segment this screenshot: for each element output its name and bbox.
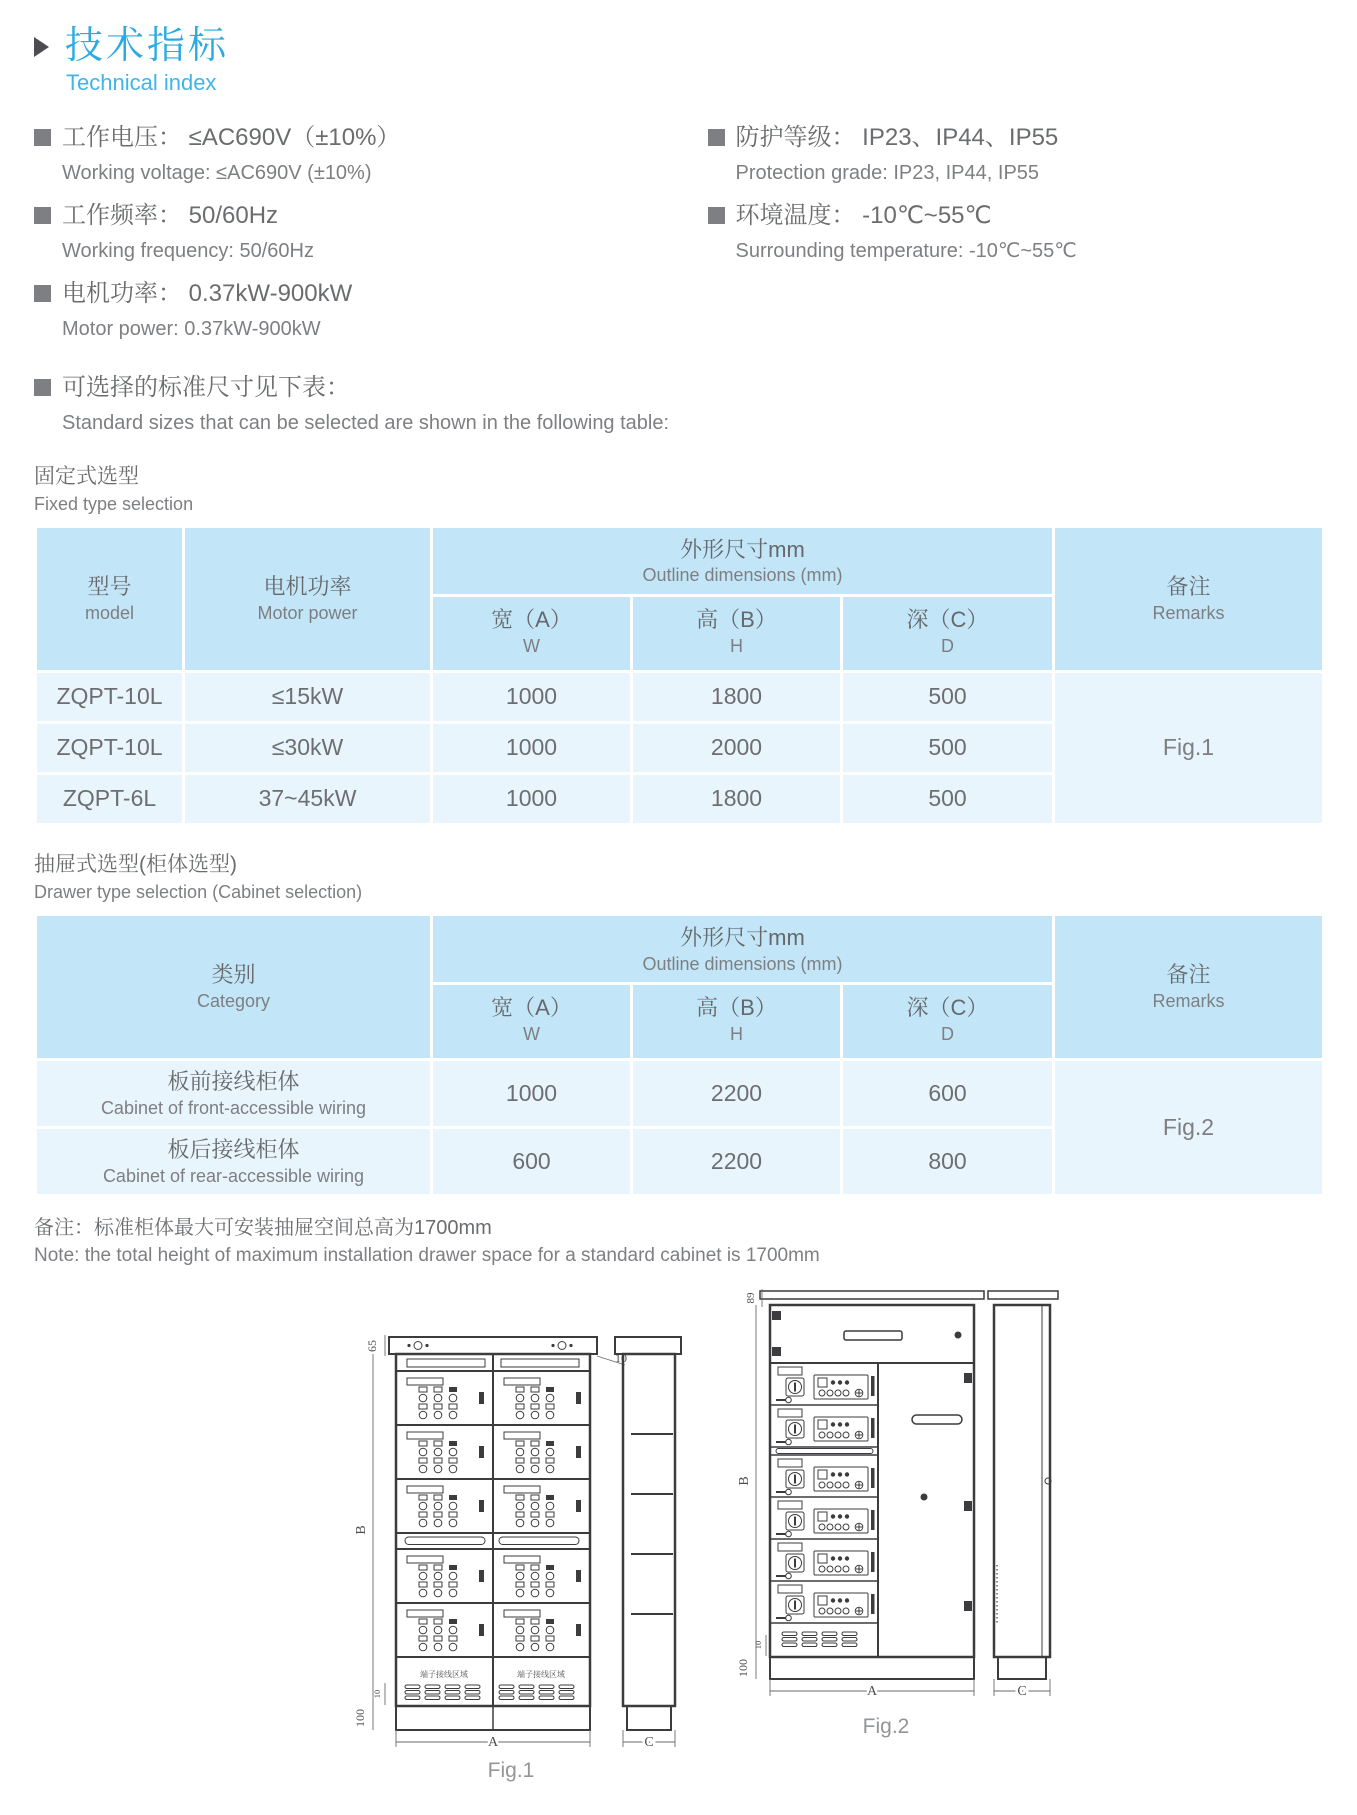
cell-width: 600 — [432, 1128, 632, 1196]
spec-column-left — [34, 120, 680, 354]
terminal-area-label: 端子接线区域 — [517, 1670, 565, 1680]
drawer-unit — [407, 1610, 484, 1651]
col-header-depth — [842, 595, 1054, 671]
cell-category — [36, 1128, 432, 1196]
dimension-label-A: A — [866, 1684, 878, 1700]
header-text-zh: 型号 — [87, 574, 132, 600]
cell-power: ≤15kW — [184, 671, 432, 722]
cell-height: 1800 — [632, 671, 842, 722]
category-zh: 板后接线柜体 — [167, 1137, 300, 1163]
footnote-zh: 备注：标准柜体最大可安装抽屉空间总高为1700mm — [34, 1217, 492, 1240]
spec-text-en: Working voltage: ≤AC690V (±10%) — [62, 161, 372, 184]
header-text-zh: 备注 — [1166, 962, 1211, 988]
fig2-front-view — [760, 1291, 984, 1679]
cell-depth: 800 — [842, 1128, 1054, 1196]
header-text-zh: 深（C） — [906, 995, 989, 1021]
cell-model: ZQPT-6L — [36, 773, 184, 824]
fig1-front-view — [389, 1337, 597, 1730]
col-header-width — [432, 595, 632, 671]
cell-depth: 600 — [842, 1060, 1054, 1128]
header-text-zh: 高（B） — [696, 995, 777, 1021]
drawer-unit — [776, 1367, 875, 1403]
col-header-motor-power — [184, 526, 432, 671]
fixed-type-table — [34, 525, 1325, 826]
spec-text-en: Motor power: 0.37kW-900kW — [62, 317, 321, 340]
fig1-drawing — [339, 1309, 689, 1792]
spec-item-working-voltage — [34, 120, 680, 188]
dimension-label-C: C — [644, 1735, 654, 1751]
fig2-svg — [726, 1275, 1066, 1753]
dimension-label-A: A — [487, 1735, 499, 1751]
drawer-unit — [776, 1501, 875, 1537]
dimension-label-10-top: 10 — [615, 1351, 627, 1366]
header-text-zh: 宽（A） — [491, 995, 572, 1021]
spec-column-right — [680, 120, 1326, 354]
dimension-label-100: 100 — [736, 1659, 750, 1678]
drawer-unit — [504, 1556, 581, 1597]
bullet-square-icon — [34, 379, 51, 396]
header-text-en: Outline dimensions (mm) — [642, 565, 843, 586]
header-text-en: Remarks — [1152, 991, 1225, 1012]
col-header-width — [432, 984, 632, 1060]
header-text-en: Category — [196, 991, 271, 1012]
cell-power: 37~45kW — [184, 773, 432, 824]
header-text-en: model — [84, 603, 135, 624]
section-title-en: Drawer type selection (Cabinet selection) — [34, 881, 363, 902]
spec-text-en: Protection grade: IP23, IP44, IP55 — [735, 161, 1040, 184]
header-text-en: W — [523, 635, 540, 656]
footnote — [34, 1211, 1325, 1267]
category-zh: 板前接线柜体 — [167, 1069, 300, 1095]
bullet-square-icon — [708, 129, 725, 146]
section-title-en: Fixed type selection — [34, 493, 194, 514]
header-text-zh: 外形尺寸mm — [680, 924, 805, 950]
bullet-square-icon — [708, 207, 725, 224]
footnote-en: Note: the total height of maximum installation drawer space for a standard cabinet is 1700mm — [34, 1245, 820, 1267]
header-text-en: Motor power — [257, 603, 358, 624]
cell-depth: 500 — [842, 722, 1054, 773]
spec-item-working-frequency — [34, 198, 680, 266]
cell-width: 1000 — [432, 773, 632, 824]
dimension-label-10-bottom: 10 — [372, 1690, 382, 1699]
cell-model: ZQPT-10L — [36, 671, 184, 722]
cell-height: 2200 — [632, 1060, 842, 1128]
category-en: Cabinet of rear-accessible wiring — [102, 1165, 365, 1186]
cell-height: 2200 — [632, 1128, 842, 1196]
dimension-label-B: B — [354, 1525, 369, 1535]
drawer-unit — [504, 1486, 581, 1527]
col-header-category — [36, 914, 432, 1059]
col-header-outline-dimensions — [432, 914, 1054, 983]
section-marker-icon — [34, 37, 49, 57]
spec-list — [34, 120, 1325, 354]
dimension-label-89: 89 — [745, 1292, 757, 1304]
drawer-unit — [776, 1543, 875, 1579]
spec-text-zh: 可选择的标准尺寸见下表： — [62, 373, 350, 401]
drawer-type-table — [34, 913, 1325, 1197]
drawer-unit — [776, 1459, 875, 1495]
spec-text-zh: 电机功率： 0.37kW-900kW — [62, 279, 353, 307]
header-text-zh: 类别 — [211, 962, 256, 988]
figures-area — [34, 1275, 1325, 1795]
section-title-zh: 固定式选型 — [34, 464, 139, 488]
spec-item-protection-grade — [708, 120, 1326, 188]
fig1-side-view — [615, 1337, 681, 1750]
spec-text-en: Surrounding temperature: -10℃~55℃ — [735, 239, 1077, 262]
spec-text-zh: 防护等级： IP23、IP44、IP55 — [735, 123, 1059, 151]
drawer-unit — [407, 1556, 484, 1597]
drawer-unit — [504, 1378, 581, 1419]
drawer-unit — [407, 1378, 484, 1419]
drawer-unit — [776, 1409, 875, 1445]
spec-text-zh: 工作电压： ≤AC690V（±10%） — [62, 123, 401, 151]
bullet-square-icon — [34, 129, 51, 146]
fig2-caption: Fig.2 — [862, 1715, 910, 1739]
cell-category — [36, 1060, 432, 1128]
drawer-unit — [407, 1432, 484, 1473]
header-text-zh: 宽（A） — [491, 606, 572, 632]
header-text-en: D — [941, 1023, 954, 1044]
col-header-remarks — [1054, 526, 1324, 671]
col-header-height — [632, 984, 842, 1060]
spec-text-zh: 环境温度： -10℃~55℃ — [735, 201, 992, 229]
header-text-zh: 备注 — [1166, 574, 1211, 600]
header-text-zh: 电机功率 — [263, 574, 352, 600]
page-subtitle: Technical index — [66, 69, 217, 95]
dimension-label-B: B — [737, 1476, 752, 1486]
drawer-unit — [776, 1585, 875, 1621]
header-text-en: W — [523, 1023, 540, 1044]
drawer-table-section-title — [34, 848, 1325, 903]
page-header — [34, 26, 1325, 68]
cell-model: ZQPT-10L — [36, 722, 184, 773]
col-header-outline-dimensions — [432, 526, 1054, 595]
cell-remark: Fig.2 — [1054, 1060, 1324, 1196]
cell-power: ≤30kW — [184, 722, 432, 773]
spec-item-standard-sizes — [34, 370, 1325, 438]
page-title: 技术指标 — [65, 25, 230, 67]
col-header-height — [632, 595, 842, 671]
fig1-svg — [339, 1309, 689, 1787]
header-text-en: H — [730, 635, 743, 656]
fig1-caption: Fig.1 — [487, 1759, 535, 1783]
header-text-en: Remarks — [1152, 603, 1225, 624]
dimension-label-10: 10 — [753, 1641, 763, 1650]
header-text-zh: 深（C） — [906, 606, 989, 632]
spec-item-surrounding-temperature — [708, 198, 1326, 266]
drawer-unit — [504, 1432, 581, 1473]
category-en: Cabinet of front-accessible wiring — [100, 1097, 367, 1118]
table-row — [36, 671, 1324, 722]
spec-text-en: Working frequency: 50/60Hz — [62, 239, 314, 262]
spec-text-en: Standard sizes that can be selected are shown in the following table: — [62, 411, 670, 434]
col-header-depth — [842, 984, 1054, 1060]
fixed-table-section-title — [34, 460, 1325, 515]
fig2-side-view — [988, 1291, 1058, 1699]
bullet-square-icon — [34, 285, 51, 302]
header-text-zh: 高（B） — [696, 606, 777, 632]
dimension-label-65: 65 — [365, 1340, 379, 1353]
cell-height: 1800 — [632, 773, 842, 824]
cell-width: 1000 — [432, 1060, 632, 1128]
header-text-en: Outline dimensions (mm) — [642, 953, 843, 974]
section-title-zh: 抽屉式选型(柜体选型) — [34, 852, 237, 876]
header-text-zh: 外形尺寸mm — [680, 536, 805, 562]
fig2-drawing — [726, 1275, 1066, 1758]
cell-depth: 500 — [842, 773, 1054, 824]
col-header-remarks — [1054, 914, 1324, 1059]
drawer-unit — [407, 1486, 484, 1527]
bullet-square-icon — [34, 207, 51, 224]
cell-depth: 500 — [842, 671, 1054, 722]
spec-text-zh: 工作频率： 50/60Hz — [62, 201, 279, 229]
col-header-model — [36, 526, 184, 671]
cell-width: 1000 — [432, 722, 632, 773]
cell-width: 1000 — [432, 671, 632, 722]
terminal-area-label: 端子接线区域 — [420, 1670, 468, 1680]
dimension-label-100: 100 — [353, 1709, 367, 1728]
header-text-en: H — [730, 1023, 743, 1044]
header-text-en: D — [941, 635, 954, 656]
fig1-dimensions — [353, 1335, 627, 1750]
dimension-label-C: C — [1017, 1684, 1027, 1700]
table-row — [36, 1060, 1324, 1128]
cell-remark: Fig.1 — [1054, 671, 1324, 824]
cell-height: 2000 — [632, 722, 842, 773]
drawer-unit — [504, 1610, 581, 1651]
spec-item-motor-power — [34, 276, 680, 344]
